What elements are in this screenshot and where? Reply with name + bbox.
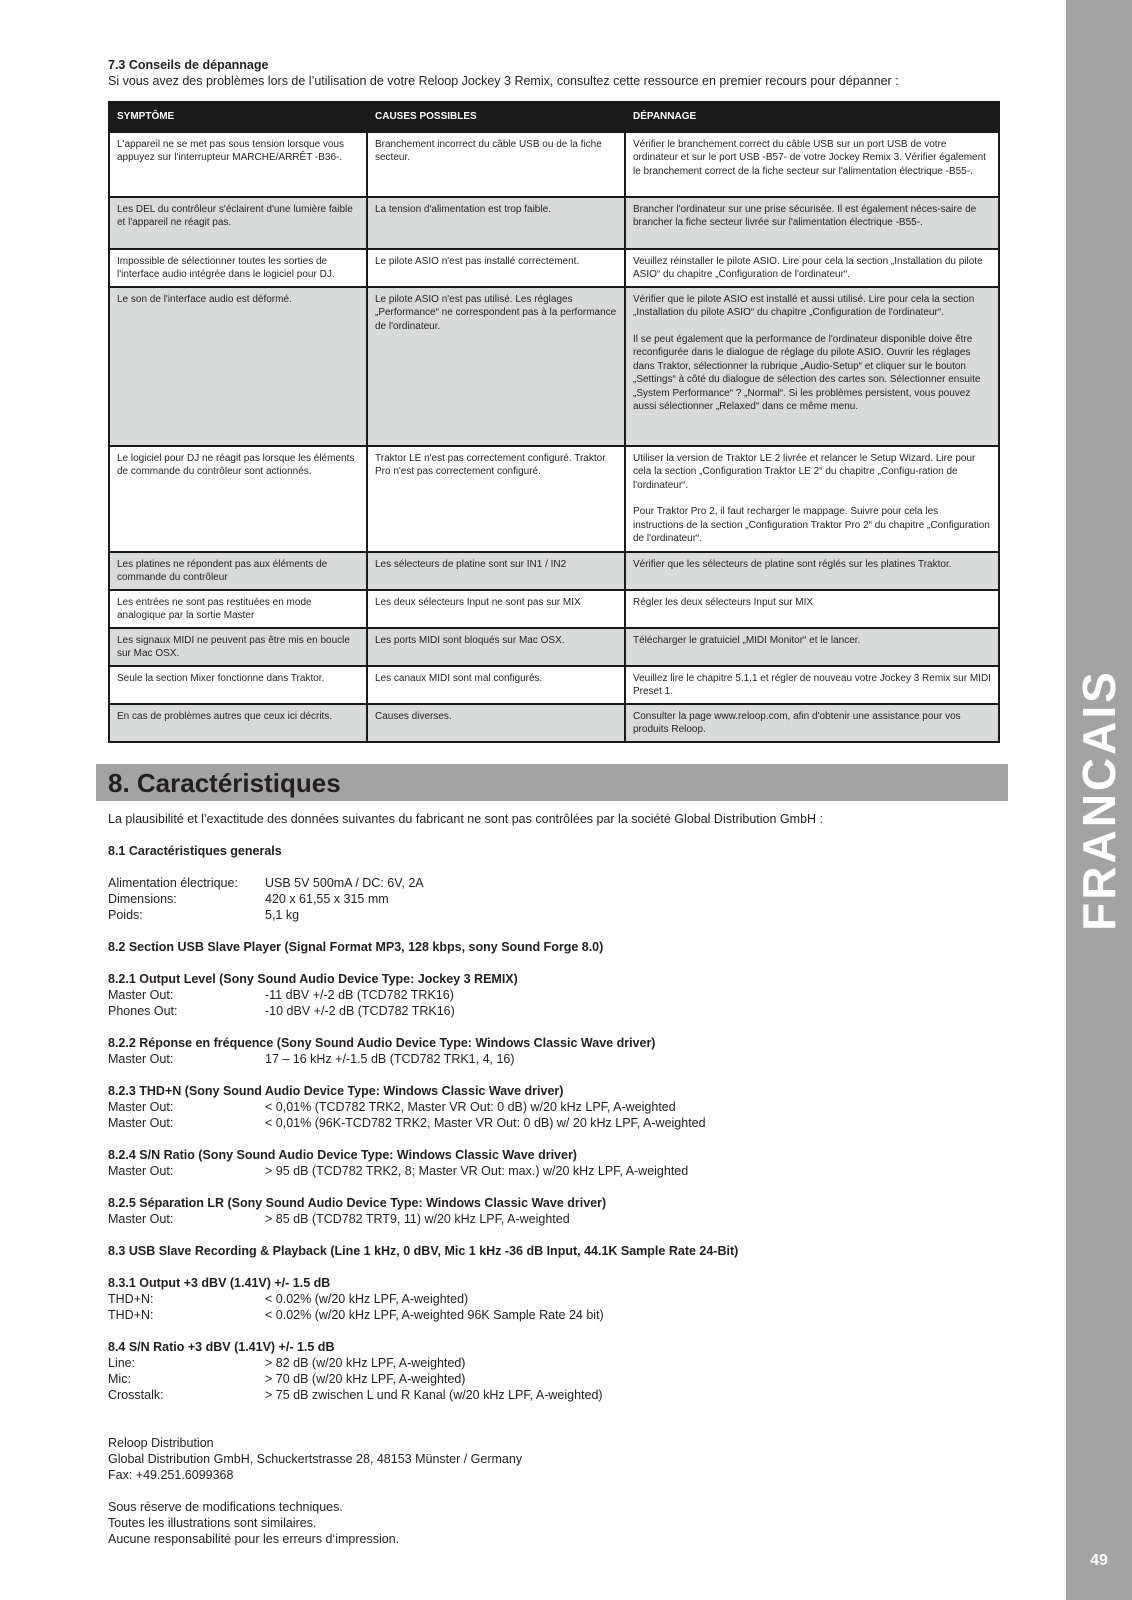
- fix-text: Brancher l'ordinateur sur une prise sécurisée. Il est également néces-saire de brancher la fiche secteur livrée sur l'alimentation électrique -B55-.: [633, 203, 977, 228]
- spec-row: [108, 907, 1008, 923]
- disclaimer-line: Aucune responsabilité pour les erreurs d‘impression.: [108, 1532, 400, 1546]
- fix-text: Utiliser la version de Traktor LE 2 livrée et relancer le Setup Wizard. Lire pour cela la section „Configuration Traktor LE 2“ du chapitre „Configu-ration de l'ordinateur“.: [633, 452, 976, 491]
- fix-cell: [625, 446, 999, 552]
- cause-cell: Les sélecteurs de platine sont sur IN1 / IN2: [367, 552, 625, 590]
- section-title: 8. Caractéristiques: [108, 768, 341, 798]
- fix-cell: [625, 590, 999, 628]
- spec-label: THD+N:: [108, 1308, 154, 1322]
- fix-cell: [625, 287, 999, 446]
- spec-value: > 75 dB zwischen L und R Kanal (w/20 kHz LPF, A-weighted): [265, 1388, 603, 1402]
- language-label: FRANCAIS: [1073, 669, 1125, 931]
- spec-value: > 82 dB (w/20 kHz LPF, A-weighted): [265, 1356, 466, 1370]
- table-row: [109, 704, 999, 742]
- spec-value: < 0.02% (w/20 kHz LPF, A-weighted 96K Sample Rate 24 bit): [265, 1308, 604, 1322]
- contact-line: Global Distribution GmbH, Schuckertstrasse 28, 48153 Münster / Germany: [108, 1452, 523, 1466]
- cause-cell: Causes diverses.: [367, 704, 625, 742]
- spec-row: [108, 1371, 1008, 1387]
- symptom-cell: Le logiciel pour DJ ne réagit pas lorsque les éléments de commande du contrôleur sont actionnés.: [109, 446, 367, 552]
- fix-text: Veuillez lire le chapitre 5.1.1 et régler de nouveau votre Jockey 3 Remix sur MIDI Preset 1.: [633, 672, 991, 697]
- fix-cell: [625, 132, 999, 197]
- fix-text: Il se peut également que la performance de l'ordinateur disponible doive être reconfigurée dans le dialogue de réglage du pilote ASIO. Ouvrir les réglages dans Traktor, sélectionner la rubrique „Audio-Setup“ et cliquer sur le bouton „Settings“ à côté du dialogue de sélection des cartes son. Sélectionner ensuite „System Performance“ ? „Normal“. Si les problèmes persistent, vous pouvez aussi sélectionner „Relaxed“ dans ce même menu.: [633, 333, 981, 412]
- spec-row: [108, 1307, 1008, 1323]
- spec-row: [108, 891, 1008, 907]
- symptom-cell: L'appareil ne se met pas sous tension lorsque vous appuyez sur l'interrupteur MARCHE/ARRÊT -B36-.: [109, 132, 367, 197]
- table-row: [109, 132, 999, 197]
- fix-text: Régler les deux sélecteurs Input sur MIX: [633, 596, 814, 608]
- spec-row: [108, 875, 1008, 891]
- contact-line: Fax: +49.251.6099368: [108, 1468, 234, 1482]
- disclaimer-line: Toutes les illustrations sont similaires.: [108, 1516, 317, 1530]
- spec-row: [108, 987, 1008, 1003]
- symptom-cell: Le son de l'interface audio est déformé.: [109, 287, 367, 446]
- table-row: [109, 666, 999, 704]
- fix-text: Veuillez réinstaller le pilote ASIO. Lire pour cela la section „Installation du pilote ASIO“ du chapitre „Configuration de l'ordinateur“.: [633, 255, 983, 280]
- spec-row: [108, 1115, 1008, 1131]
- fix-text: Vérifier le branchement correct du câble USB sur un port USB de votre ordinateur et sur le port USB -B57- de votre Jockey Remix 3. Vérifier également le branchement correct de la fiche secteur sur l'alimentation électrique -B55-.: [633, 138, 986, 177]
- spec-row: [108, 1051, 1008, 1067]
- symptom-cell: En cas de problèmes autres que ceux ici décrits.: [109, 704, 367, 742]
- spec-label: Poids:: [108, 908, 143, 922]
- spec-value: > 70 dB (w/20 kHz LPF, A-weighted): [265, 1372, 466, 1386]
- specs-intro: La plausibilité et l’exactitude des données suivantes du fabricant ne sont pas contrôlées par la société Global Distribution GmbH :: [108, 812, 823, 826]
- symptom-cell: Les DEL du contrôleur s'éclairent d'une lumière faible et l'appareil ne réagit pas.: [109, 197, 367, 249]
- spec-row: [108, 1355, 1008, 1371]
- symptom-cell: Les entrées ne sont pas restituées en mode analogique par la sortie Master: [109, 590, 367, 628]
- table-row: [109, 446, 999, 552]
- spec-label: Line:: [108, 1356, 136, 1370]
- column-header-fix: DÉPANNAGE: [625, 102, 999, 132]
- spec-label: Dimensions:: [108, 892, 177, 906]
- subsection-heading: 8.1 Caractéristiques generals: [108, 844, 282, 858]
- fix-cell: [625, 552, 999, 590]
- spec-row: [108, 1099, 1008, 1115]
- symptom-cell: Les signaux MIDI ne peuvent pas être mis en boucle sur Mac OSX.: [109, 628, 367, 666]
- fix-cell: [625, 249, 999, 287]
- page-number: 49: [1090, 1552, 1108, 1569]
- cause-cell: Branchement incorrect du câble USB ou de la fiche secteur.: [367, 132, 625, 197]
- troubleshooting-section: [108, 57, 998, 743]
- spec-value: -10 dBV +/-2 dB (TCD782 TRK16): [265, 1004, 455, 1018]
- fix-text: Pour Traktor Pro 2, il faut recharger le mappage. Suivre pour cela les instructions de la section „Configuration Traktor Pro 2“ du chapitre „Configuration de l'ordinateur“.: [633, 506, 990, 544]
- spec-label: THD+N:: [108, 1292, 154, 1306]
- contact-line: Reloop Distribution: [108, 1436, 214, 1450]
- symptom-cell: Seule la section Mixer fonctionne dans Traktor.: [109, 666, 367, 704]
- spec-value: < 0,01% (96K-TCD782 TRK2, Master VR Out: 0 dB) w/ 20 kHz LPF, A-weighted: [265, 1116, 706, 1130]
- spec-value: < 0,01% (TCD782 TRK2, Master VR Out: 0 dB) w/20 kHz LPF, A-weighted: [265, 1100, 676, 1114]
- fix-cell: [625, 197, 999, 249]
- spec-label: Master Out:: [108, 1100, 174, 1114]
- spec-row: [108, 1387, 1008, 1403]
- spec-label: Master Out:: [108, 1052, 174, 1066]
- spec-value: 17 – 16 kHz +/-1.5 dB (TCD782 TRK1, 4, 16): [265, 1052, 515, 1066]
- column-header-symptom: SYMPTÔME: [109, 102, 367, 132]
- spec-value: < 0.02% (w/20 kHz LPF, A-weighted): [265, 1292, 469, 1306]
- spec-label: Crosstalk:: [108, 1388, 164, 1402]
- cause-cell: Le pilote ASIO n'est pas installé correctement.: [367, 249, 625, 287]
- cause-cell: La tension d'alimentation est trop faible.: [367, 197, 625, 249]
- spec-label: Master Out:: [108, 1116, 174, 1130]
- subsection-heading: 8.2.4 S/N Ratio (Sony Sound Audio Device Type: Windows Classic Wave driver): [108, 1148, 577, 1162]
- cause-cell: Traktor LE n'est pas correctement configuré. Traktor Pro n'est pas correctement configuré.: [367, 446, 625, 552]
- table-row: [109, 552, 999, 590]
- spec-row: [108, 1291, 1008, 1307]
- troubleshooting-heading: 7.3 Conseils de dépannage: [108, 58, 269, 72]
- fix-cell: [625, 666, 999, 704]
- spec-label: Alimentation électrique:: [108, 876, 238, 890]
- spec-row: [108, 1211, 1008, 1227]
- table-row: [109, 249, 999, 287]
- spec-label: Phones Out:: [108, 1004, 178, 1018]
- cause-cell: Le pilote ASIO n'est pas utilisé. Les réglages „Performance“ ne correspondent pas à la performance de l'ordinateur.: [367, 287, 625, 446]
- subsection-heading: 8.2.5 Séparation LR (Sony Sound Audio Device Type: Windows Classic Wave driver): [108, 1196, 607, 1210]
- spec-value: > 85 dB (TCD782 TRT9, 11) w/20 kHz LPF, A-weighted: [265, 1212, 570, 1226]
- fix-text: Consulter la page www.reloop.com, afin d'obtenir une assistance pour vos produits Reloop.: [633, 710, 961, 735]
- spec-row: [108, 1003, 1008, 1019]
- subsection-heading: 8.2.3 THD+N (Sony Sound Audio Device Type: Windows Classic Wave driver): [108, 1084, 564, 1098]
- spec-label: Master Out:: [108, 988, 174, 1002]
- spec-label: Master Out:: [108, 1212, 174, 1226]
- subsection-heading: 8.3 USB Slave Recording & Playback (Line 1 kHz, 0 dBV, Mic 1 kHz -36 dB Input, 44.1K Sample Rate 24-Bit): [108, 1244, 739, 1258]
- table-row: [109, 590, 999, 628]
- fix-cell: [625, 628, 999, 666]
- column-header-causes: CAUSES POSSIBLES: [367, 102, 625, 132]
- troubleshooting-intro: Si vous avez des problèmes lors de l’utilisation de votre Reloop Jockey 3 Remix, consultez cette ressource en premier recours pour dépanner :: [108, 74, 899, 88]
- spec-value: > 95 dB (TCD782 TRK2, 8; Master VR Out: max.) w/20 kHz LPF, A-weighted: [265, 1164, 689, 1178]
- specifications-section: [108, 811, 1008, 1547]
- subsection-heading: 8.2.1 Output Level (Sony Sound Audio Device Type: Jockey 3 REMIX): [108, 972, 518, 986]
- spec-row: [108, 1163, 1008, 1179]
- table-row: [109, 197, 999, 249]
- spec-value: 420 x 61,55 x 315 mm: [265, 892, 389, 906]
- cause-cell: Les deux sélecteurs Input ne sont pas sur MIX: [367, 590, 625, 628]
- spec-value: -11 dBV +/-2 dB (TCD782 TRK16): [265, 988, 454, 1002]
- table-row: [109, 287, 999, 446]
- table-header-row: [109, 102, 999, 132]
- spec-value: USB 5V 500mA / DC: 6V, 2A: [265, 876, 424, 890]
- cause-cell: Les ports MIDI sont bloqués sur Mac OSX.: [367, 628, 625, 666]
- subsection-heading: 8.2.2 Réponse en fréquence (Sony Sound Audio Device Type: Windows Classic Wave driver): [108, 1036, 656, 1050]
- troubleshooting-table: [108, 101, 1000, 743]
- spec-value: 5,1 kg: [265, 908, 300, 922]
- subsection-heading: 8.3.1 Output +3 dBV (1.41V) +/- 1.5 dB: [108, 1276, 331, 1290]
- symptom-cell: Les platines ne répondent pas aux éléments de commande du contrôleur: [109, 552, 367, 590]
- fix-text: Vérifier que le pilote ASIO est installé et aussi utilisé. Lire pour cela la section „Installation du pilote ASIO“ du chapitre „Configuration de l'ordinateur“.: [633, 293, 975, 318]
- subsection-heading: 8.2 Section USB Slave Player (Signal Format MP3, 128 kbps, sony Sound Forge 8.0): [108, 940, 604, 954]
- fix-text: Télécharger le gratuiciel „MIDI Monitor“ et le lancer.: [633, 634, 861, 646]
- symptom-cell: Impossible de sélectionner toutes les sorties de l'interface audio intégrée dans le logiciel pour DJ.: [109, 249, 367, 287]
- cause-cell: Les canaux MIDI sont mal configurés.: [367, 666, 625, 704]
- spec-label: Master Out:: [108, 1164, 174, 1178]
- subsection-heading: 8.4 S/N Ratio +3 dBV (1.41V) +/- 1.5 dB: [108, 1340, 335, 1354]
- fix-text: Vérifier que les sélecteurs de platine sont réglés sur les platines Traktor.: [633, 558, 952, 570]
- fix-cell: [625, 704, 999, 742]
- table-row: [109, 628, 999, 666]
- spec-label: Mic:: [108, 1372, 131, 1386]
- section-title-bar: [96, 764, 1008, 801]
- disclaimer-line: Sous réserve de modifications techniques.: [108, 1500, 343, 1514]
